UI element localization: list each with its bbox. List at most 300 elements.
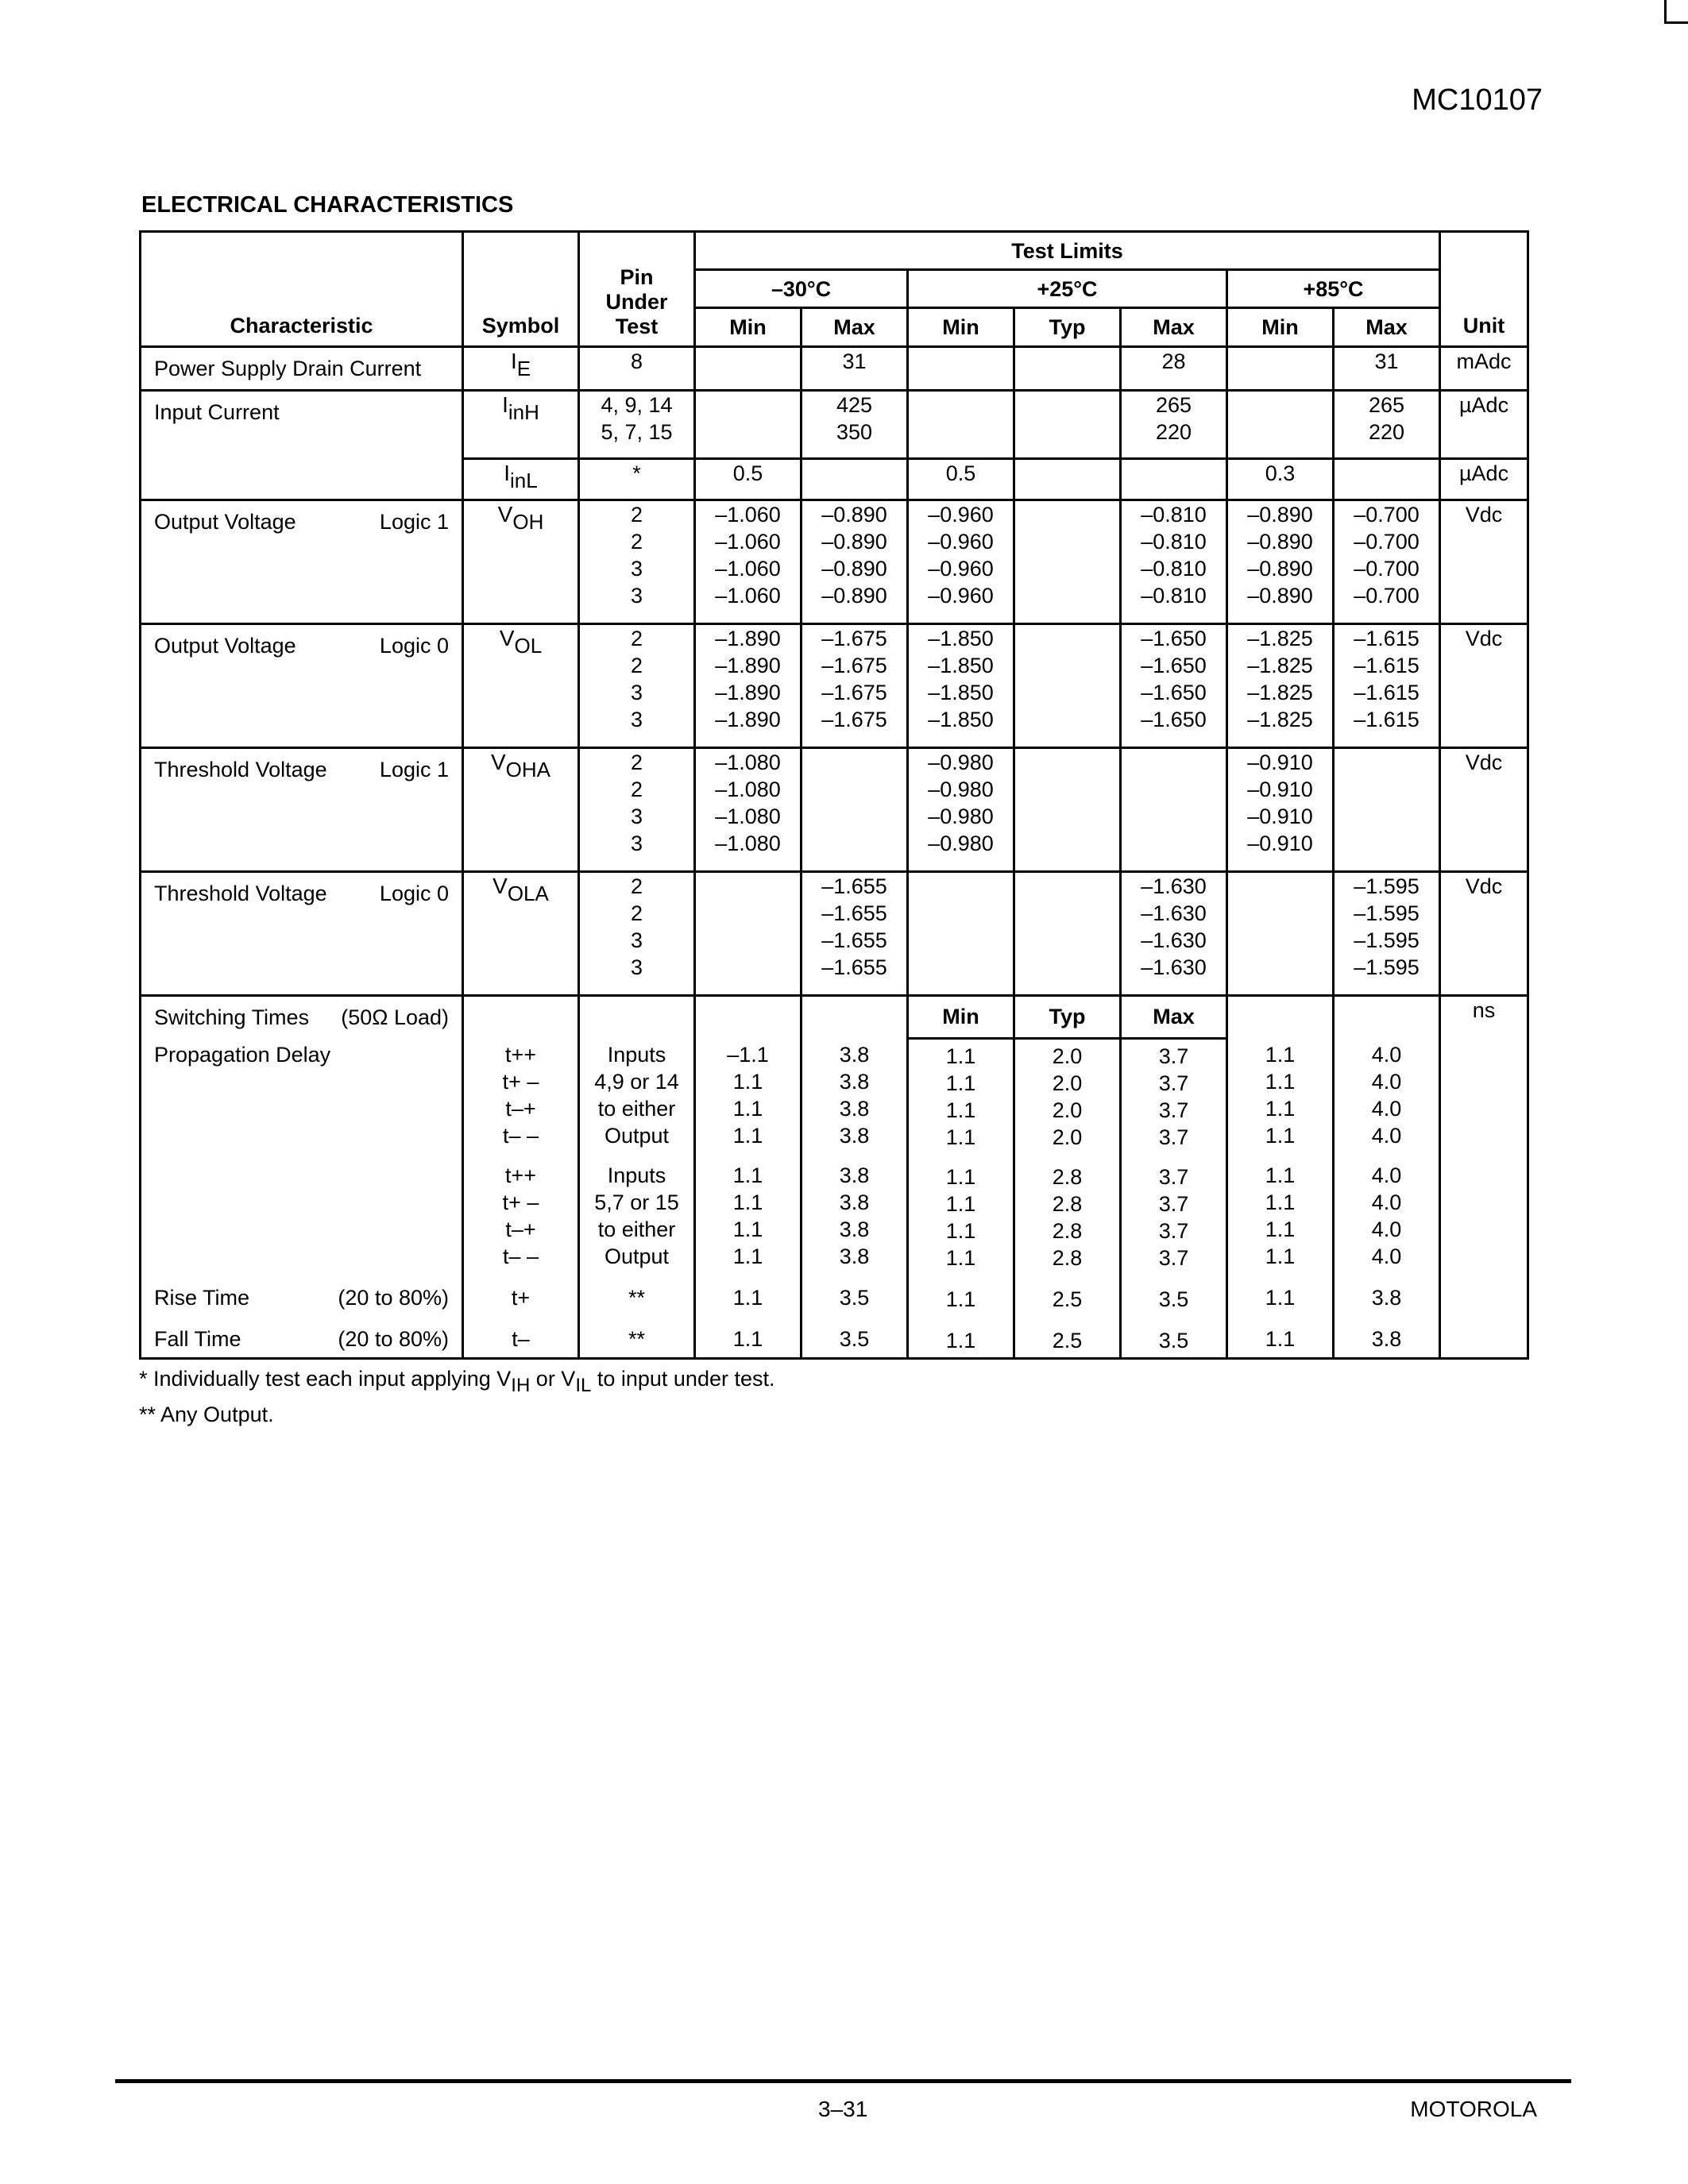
value-cell (908, 500, 1014, 624)
value-line: 2.8 (1052, 1245, 1083, 1270)
value-cell: 28 (1121, 347, 1227, 391)
pin-line: 2 (630, 874, 643, 898)
value-line: 4.0 (1371, 1217, 1402, 1241)
value-cell: 0.5 (908, 459, 1014, 500)
value-cell (1014, 459, 1121, 500)
value-line: –1.890 (715, 654, 781, 677)
pin-line: 4,9 or 14 (594, 1070, 679, 1094)
value-line: 1.1 (732, 1124, 763, 1148)
value-line: 220 (1155, 420, 1192, 444)
pin-line: 3 (630, 955, 643, 979)
value-cell (695, 624, 802, 748)
pin-line: 2 (630, 751, 643, 774)
value-line: 1.1 (1265, 1244, 1296, 1268)
symbol-subscript: OLA (507, 882, 549, 905)
value-cell (1227, 996, 1334, 1039)
value-line: 350 (836, 420, 873, 444)
pin-line: 2 (630, 654, 643, 677)
value-cell (802, 1038, 908, 1359)
value-line: 2.8 (1052, 1191, 1083, 1216)
value-line: –0.980 (928, 832, 994, 855)
value-line: –1.1 (727, 1043, 769, 1067)
table-row (141, 1038, 1528, 1359)
value-line: –0.960 (928, 503, 994, 527)
header-temp-minus30: –30°C (695, 270, 908, 308)
value-line: –1.655 (821, 901, 887, 925)
value-cell (802, 996, 908, 1039)
value-line: 2.0 (1052, 1044, 1083, 1068)
value-line: –1.850 (928, 654, 994, 677)
value-line: –1.615 (1354, 627, 1420, 650)
value-line: 265 (1368, 393, 1405, 417)
value-line: 4.0 (1371, 1070, 1402, 1094)
pin-line: to either (597, 1097, 676, 1121)
value-line: –1.675 (821, 708, 887, 731)
value-line: –0.960 (928, 557, 994, 581)
characteristic-label: Threshold Voltage (154, 758, 327, 781)
value-line: –0.910 (1247, 778, 1313, 801)
value-cell (1227, 748, 1334, 872)
symbol-base: V (490, 750, 506, 774)
value-line: 3.7 (1158, 1164, 1189, 1189)
value-line: –0.960 (928, 584, 994, 608)
value-line: 1.1 (732, 1190, 763, 1214)
value-line: –1.080 (715, 832, 781, 855)
symbol-base: V (497, 502, 513, 527)
section-title: ELECTRICAL CHARACTERISTICS (141, 192, 514, 218)
value-cell (1334, 1038, 1440, 1359)
value-line: –1.825 (1247, 627, 1313, 650)
header-pin-line: Pin (620, 265, 654, 289)
value-line: –0.980 (928, 805, 994, 828)
pin-line: 3 (630, 928, 643, 952)
value-cell (1227, 500, 1334, 624)
value-line: –0.810 (1141, 584, 1207, 608)
value-line: 425 (836, 393, 873, 417)
characteristic-cell (141, 1038, 463, 1359)
value-cell (1121, 624, 1227, 748)
rise-time-label: Rise Time (154, 1286, 250, 1310)
value-cell: 0.5 (695, 459, 802, 500)
value-cell (908, 624, 1014, 748)
value-line: –1.630 (1141, 955, 1207, 979)
value-line: 3.8 (839, 1190, 870, 1214)
value-line: –0.980 (928, 778, 994, 801)
pin-line: Output (604, 1244, 670, 1268)
sub-header-max: Max (1121, 996, 1227, 1039)
value-line: 1.1 (945, 1098, 976, 1122)
corner-crop-mark (1664, 0, 1688, 24)
value-line: –1.825 (1247, 708, 1313, 731)
symbol-line: t++ (504, 1163, 537, 1187)
value-line: –0.890 (821, 557, 887, 581)
value-line: 3.7 (1158, 1125, 1189, 1149)
symbol-base: I (510, 349, 517, 373)
symbol-base: V (499, 626, 515, 650)
table-row (141, 347, 1528, 391)
value-line: –1.850 (928, 681, 994, 704)
symbol-line: t– – (502, 1244, 539, 1268)
value-line: –1.890 (715, 627, 781, 650)
value-line: 1.1 (945, 1328, 976, 1352)
value-line: –1.890 (715, 708, 781, 731)
header-min: Min (1227, 308, 1334, 347)
pin-cell (579, 624, 695, 748)
value-cell (695, 1038, 802, 1359)
symbol-line: t– – (502, 1124, 539, 1148)
value-cell (1334, 500, 1440, 624)
value-line: 1.1 (1265, 1286, 1296, 1310)
sub-header-typ: Typ (1014, 996, 1121, 1039)
value-cell (1014, 1038, 1121, 1359)
brand-name: MOTOROLA (1410, 2097, 1537, 2121)
logic-label: Logic 0 (379, 634, 449, 658)
value-cell (1014, 500, 1121, 624)
value-line: 3.7 (1158, 1218, 1189, 1243)
value-cell (1334, 996, 1440, 1039)
value-line: 3.8 (839, 1124, 870, 1148)
value-line: 1.1 (732, 1163, 763, 1187)
electrical-characteristics-table (139, 230, 1529, 1360)
value-line: –1.060 (715, 557, 781, 581)
value-line: –0.890 (1247, 530, 1313, 554)
table-row (141, 500, 1528, 624)
pin-line: 2 (630, 627, 643, 650)
value-line: –0.810 (1141, 557, 1207, 581)
value-cell (1334, 459, 1440, 500)
value-line: –1.595 (1354, 955, 1420, 979)
value-line: 1.1 (945, 1287, 976, 1311)
symbol-line: t–+ (505, 1097, 536, 1121)
value-line: –0.890 (1247, 503, 1313, 527)
footnote-text: or V (530, 1367, 576, 1391)
value-line: –1.615 (1354, 681, 1420, 704)
characteristic-cell (141, 624, 463, 748)
value-line: 1.1 (945, 1191, 976, 1216)
pin-cell: * (579, 459, 695, 500)
value-cell (695, 391, 802, 459)
value-cell (1227, 624, 1334, 748)
value-line: 1.1 (732, 1217, 763, 1241)
unit-cell: µAdc (1440, 391, 1528, 459)
header-temp-plus85: +85°C (1227, 270, 1440, 308)
value-line: –1.630 (1141, 874, 1207, 898)
symbol-line: t+ – (502, 1070, 539, 1094)
characteristic-label: Output Voltage (154, 634, 296, 658)
logic-label: Logic 1 (379, 758, 449, 781)
value-line: 2.0 (1052, 1125, 1083, 1149)
value-cell (802, 748, 908, 872)
value-line: –1.890 (715, 681, 781, 704)
symbol-subscript: OH (512, 510, 544, 534)
unit-cell: Vdc (1440, 500, 1528, 624)
value-cell (802, 391, 908, 459)
value-line: –0.910 (1247, 751, 1313, 774)
page-number: 3–31 (818, 2097, 868, 2121)
value-line: –1.650 (1141, 627, 1207, 650)
unit-cell: mAdc (1440, 347, 1528, 391)
value-cell (802, 500, 908, 624)
value-line: 3.8 (1371, 1286, 1402, 1310)
value-cell (1334, 624, 1440, 748)
pin-line: ** (628, 1327, 645, 1351)
footnote-2: ** Any Output. (139, 1403, 274, 1426)
symbol-line: t+ – (502, 1190, 539, 1214)
value-line: –0.890 (821, 584, 887, 608)
value-line: –1.080 (715, 805, 781, 828)
fall-time-label: Fall Time (154, 1327, 241, 1351)
symbol-subscript: inL (510, 469, 538, 492)
value-line: 3.8 (839, 1217, 870, 1241)
value-line: 3.8 (839, 1070, 870, 1094)
value-cell (1227, 872, 1334, 996)
value-cell (1121, 748, 1227, 872)
value-line: 1.1 (732, 1327, 763, 1351)
symbol-cell (463, 624, 579, 748)
value-line: 1.1 (1265, 1163, 1296, 1187)
header-symbol: Symbol (463, 232, 579, 347)
table-bottom-rule (141, 1359, 1528, 1360)
value-cell (1121, 1038, 1227, 1359)
fall-time-range: (20 to 80%) (338, 1327, 449, 1351)
pin-cell (579, 1038, 695, 1359)
pin-line: 2 (630, 778, 643, 801)
logic-label: Logic 0 (379, 882, 449, 905)
value-line: 1.1 (1265, 1190, 1296, 1214)
value-line: –0.910 (1247, 805, 1313, 828)
value-line: –1.825 (1247, 654, 1313, 677)
value-cell (1014, 391, 1121, 459)
value-line: 3.7 (1158, 1044, 1189, 1068)
value-cell (1334, 748, 1440, 872)
symbol-line: t+ (511, 1286, 531, 1310)
pin-line: 3 (630, 557, 643, 581)
propagation-delay-label: Propagation Delay (154, 1043, 331, 1067)
value-line: –0.890 (821, 503, 887, 527)
value-line: 1.1 (1265, 1327, 1296, 1351)
header-test-limits: Test Limits (695, 232, 1440, 270)
value-line: 1.1 (945, 1245, 976, 1270)
value-line: 3.8 (839, 1163, 870, 1187)
value-cell (1121, 872, 1227, 996)
value-line: 1.1 (945, 1044, 976, 1068)
value-line: 4.0 (1371, 1124, 1402, 1148)
unit-cell: Vdc (1440, 748, 1528, 872)
unit-cell: ns (1440, 996, 1528, 1039)
value-cell (1121, 500, 1227, 624)
value-line: 1.1 (945, 1218, 976, 1243)
value-line: –0.700 (1354, 503, 1420, 527)
pin-cell (579, 996, 695, 1039)
value-line: –1.080 (715, 751, 781, 774)
value-line: –1.080 (715, 778, 781, 801)
value-line: –1.650 (1141, 708, 1207, 731)
header-pin-line: Under (605, 290, 668, 314)
header-temp-plus25: +25°C (908, 270, 1227, 308)
value-cell (695, 500, 802, 624)
value-cell (1014, 347, 1121, 391)
value-cell (1014, 748, 1121, 872)
value-line: –1.655 (821, 955, 887, 979)
value-cell (908, 391, 1014, 459)
value-line: –1.655 (821, 928, 887, 952)
value-line: 1.1 (1265, 1043, 1296, 1067)
value-line: 4.0 (1371, 1244, 1402, 1268)
value-line: –0.890 (1247, 584, 1313, 608)
pin-line: 4, 9, 14 (601, 393, 673, 417)
pin-line: Inputs (607, 1043, 666, 1067)
value-cell (1014, 624, 1121, 748)
value-line: 1.1 (945, 1164, 976, 1189)
value-line: –1.850 (928, 627, 994, 650)
value-line: –1.650 (1141, 681, 1207, 704)
value-line: –1.825 (1247, 681, 1313, 704)
header-max: Max (1121, 308, 1227, 347)
value-line: 1.1 (732, 1244, 763, 1268)
pin-line: 2 (630, 901, 643, 925)
value-line: 3.7 (1158, 1191, 1189, 1216)
value-line: –1.675 (821, 681, 887, 704)
unit-cell: Vdc (1440, 624, 1528, 748)
symbol-base: I (504, 461, 511, 485)
pin-line: Inputs (607, 1163, 666, 1187)
symbol-base: V (492, 874, 508, 898)
value-line: –1.595 (1354, 928, 1420, 952)
value-line: 4.0 (1371, 1163, 1402, 1187)
pin-line: to either (597, 1217, 676, 1241)
value-line: 265 (1155, 393, 1192, 417)
characteristic-label: Threshold Voltage (154, 882, 327, 905)
symbol-base: I (502, 392, 508, 417)
pin-cell: 8 (579, 347, 695, 391)
symbol-subscript: inH (508, 400, 539, 424)
unit-cell: Vdc (1440, 872, 1528, 996)
value-line: –1.615 (1354, 654, 1420, 677)
value-line: 3.8 (839, 1043, 870, 1067)
value-line: –0.700 (1354, 530, 1420, 554)
unit-cell: µAdc (1440, 459, 1528, 500)
value-line: –1.630 (1141, 928, 1207, 952)
value-line: –0.700 (1354, 584, 1420, 608)
value-line: 220 (1368, 420, 1405, 444)
pin-line: 3 (630, 584, 643, 608)
value-cell (908, 347, 1014, 391)
value-line: –0.890 (1247, 557, 1313, 581)
header-typ: Typ (1014, 308, 1121, 347)
header-pin-line: Test (615, 314, 659, 338)
header-characteristic: Characteristic (141, 232, 463, 347)
value-line: –1.650 (1141, 654, 1207, 677)
pin-line: 5, 7, 15 (601, 420, 673, 444)
value-line: –0.700 (1354, 557, 1420, 581)
value-cell (695, 347, 802, 391)
characteristic-cell (141, 872, 463, 996)
footnote-1 (139, 1364, 775, 1400)
value-cell: 31 (802, 347, 908, 391)
value-line: 3.7 (1158, 1071, 1189, 1095)
characteristic-cell (141, 347, 463, 391)
value-line: –1.060 (715, 530, 781, 554)
characteristic-cell (141, 500, 463, 624)
characteristic-label: Input Current (154, 400, 280, 424)
header-max: Max (802, 308, 908, 347)
pin-line: 2 (630, 503, 643, 527)
pin-line: 3 (630, 832, 643, 855)
pin-line: 3 (630, 805, 643, 828)
value-line: 2.0 (1052, 1071, 1083, 1095)
table-row (141, 391, 1528, 459)
value-line: 1.1 (1265, 1124, 1296, 1148)
pin-line: 3 (630, 681, 643, 704)
value-line: –1.630 (1141, 901, 1207, 925)
footnote-text: to input under test. (591, 1367, 775, 1391)
value-line: –1.595 (1354, 901, 1420, 925)
value-line: –0.910 (1247, 832, 1313, 855)
value-line: 3.5 (839, 1327, 870, 1351)
value-line: –0.890 (821, 530, 887, 554)
value-cell (1334, 872, 1440, 996)
symbol-line: t–+ (505, 1217, 536, 1241)
value-line: 2.8 (1052, 1218, 1083, 1243)
footnote-subscript: IH (511, 1375, 531, 1396)
part-number: MC10107 (1412, 83, 1543, 117)
header-unit: Unit (1440, 232, 1528, 347)
characteristic-label: Power Supply Drain Current (154, 357, 422, 380)
value-cell (802, 459, 908, 500)
load-label: (50Ω Load) (341, 1005, 449, 1029)
value-cell (1227, 391, 1334, 459)
symbol-cell (463, 872, 579, 996)
header-min: Min (908, 308, 1014, 347)
value-line: 3.7 (1158, 1245, 1189, 1270)
pin-cell (579, 391, 695, 459)
value-cell (802, 872, 908, 996)
header-max: Max (1334, 308, 1440, 347)
value-line: –1.595 (1354, 874, 1420, 898)
value-line: 2.8 (1052, 1164, 1083, 1189)
value-cell: 0.3 (1227, 459, 1334, 500)
value-line: 1.1 (1265, 1217, 1296, 1241)
value-line: 2.5 (1052, 1328, 1083, 1352)
logic-label: Logic 1 (379, 510, 449, 534)
pin-line: 5,7 or 15 (594, 1190, 679, 1214)
characteristic-cell (141, 391, 463, 500)
symbol-subscript: OHA (505, 758, 551, 781)
table-row (141, 872, 1528, 996)
value-line: 3.8 (839, 1097, 870, 1121)
value-line: –1.655 (821, 874, 887, 898)
pin-cell (579, 500, 695, 624)
value-line: –1.850 (928, 708, 994, 731)
symbol-cell (463, 996, 579, 1039)
symbol-line: t– (512, 1327, 530, 1351)
footer-rule (115, 2079, 1571, 2083)
value-cell (695, 748, 802, 872)
value-line: 1.1 (732, 1286, 763, 1310)
value-line: 2.5 (1052, 1287, 1083, 1311)
value-line: –1.615 (1354, 708, 1420, 731)
value-line: 1.1 (1265, 1097, 1296, 1121)
pin-line: Output (604, 1124, 670, 1148)
footnote-text: * Individually test each input applying V (139, 1367, 512, 1391)
value-cell (908, 1038, 1014, 1359)
characteristic-cell (141, 748, 463, 872)
pin-cell (579, 872, 695, 996)
unit-cell (1440, 1038, 1528, 1359)
value-line: 4.0 (1371, 1190, 1402, 1214)
value-line: 1.1 (945, 1071, 976, 1095)
value-line: 3.8 (1371, 1327, 1402, 1351)
